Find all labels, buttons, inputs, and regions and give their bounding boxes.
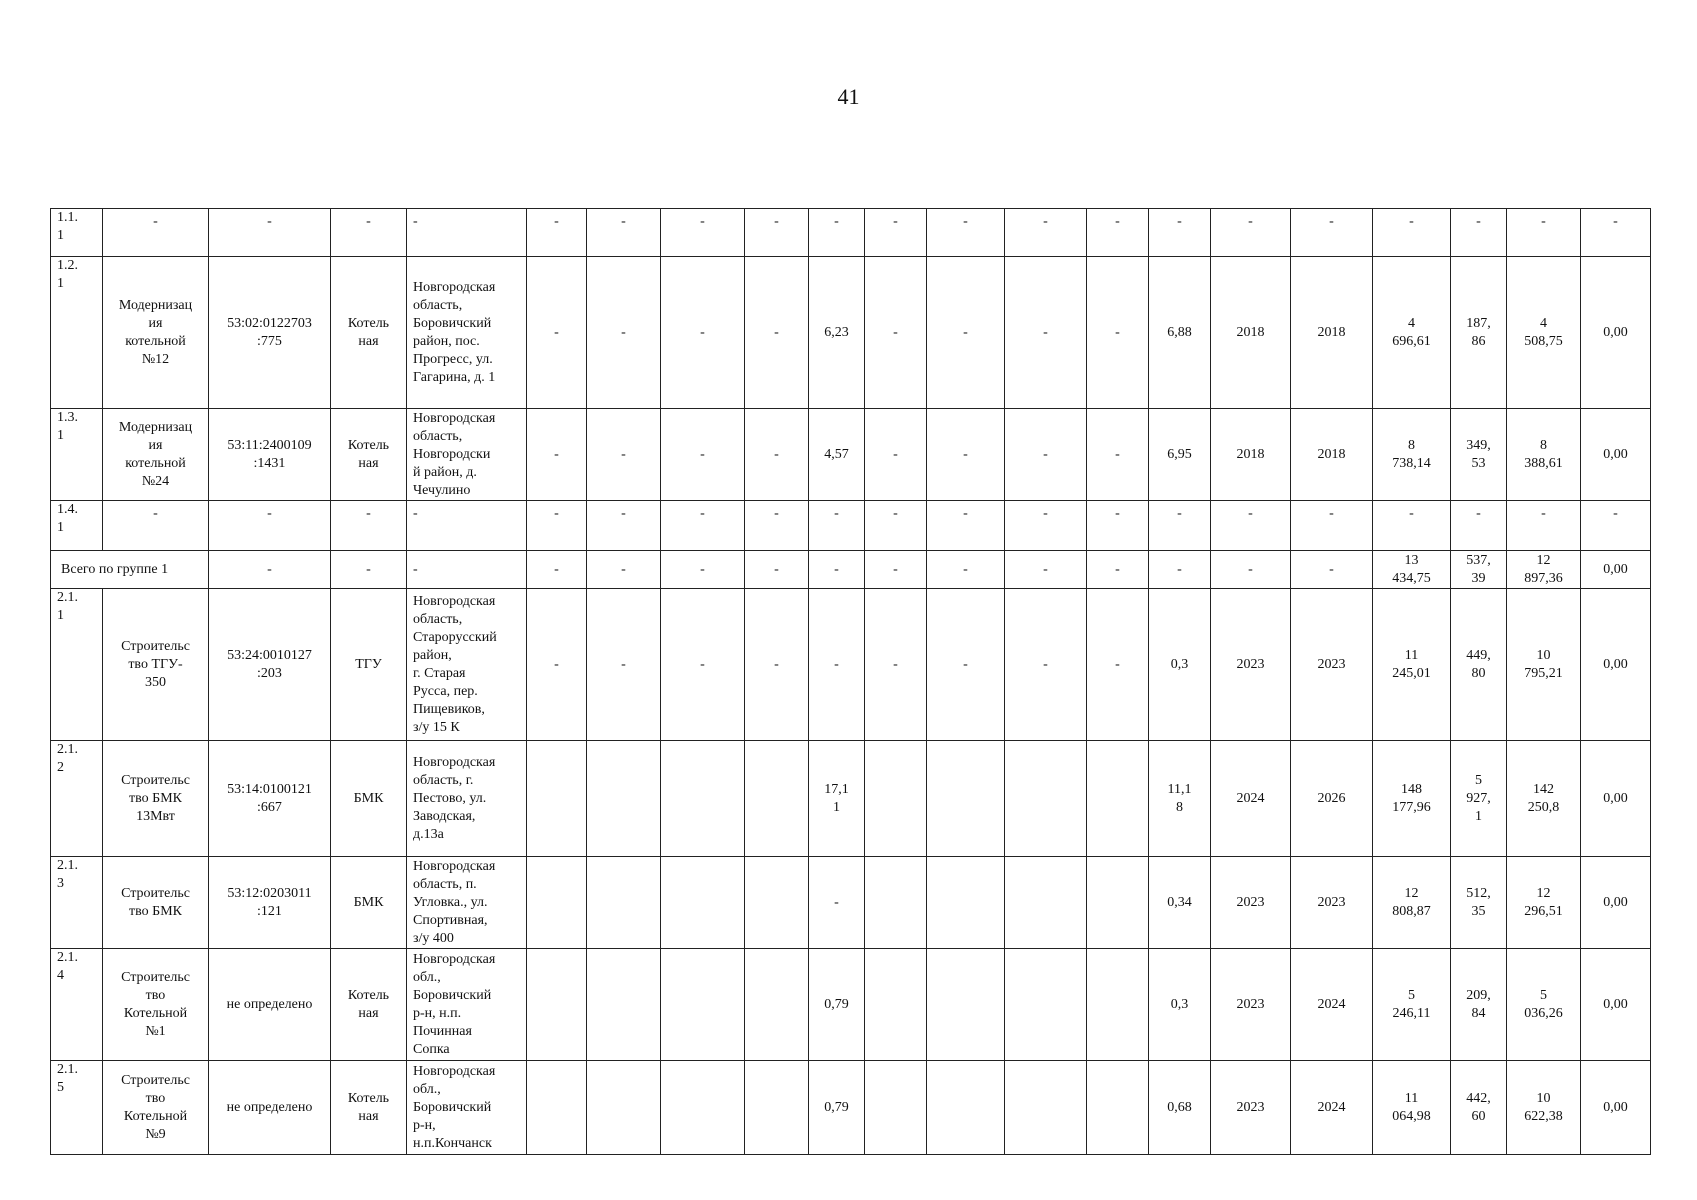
cell-end-year: 2018 — [1291, 409, 1373, 501]
cell-col-9: - — [745, 589, 809, 741]
cell-address: Новгородская область, Старорусский район, г. Старая Русса, пер. Пищевиков, з/у 15 К — [407, 589, 527, 741]
cell-col-21: 0,00 — [1581, 257, 1651, 409]
cell-col-11 — [865, 1061, 927, 1155]
cell-col-20: 4 508,75 — [1507, 257, 1581, 409]
cell-col-8: - — [661, 589, 745, 741]
cell-col-13 — [1005, 857, 1087, 949]
cell-start-year: 2023 — [1211, 949, 1291, 1061]
cell-col-7: - — [587, 501, 661, 551]
cell-col-10: 4,57 — [809, 409, 865, 501]
cell-address: Новгородская область, г. Пестово, ул. Заводская, д.13а — [407, 741, 527, 857]
cell-col-7: - — [587, 257, 661, 409]
table-row — [51, 257, 1651, 409]
cell-col-19: 512, 35 — [1451, 857, 1507, 949]
cell-row-number: 1.3. 1 — [51, 409, 103, 501]
cell-col-12: - — [927, 409, 1005, 501]
cell-cadastral-number: 53:11:2400109 :1431 — [209, 409, 331, 501]
cell-col-8: - — [661, 409, 745, 501]
cell-col-7: - — [587, 209, 661, 257]
cell-col-19: 209, 84 — [1451, 949, 1507, 1061]
cell-object-type: - — [331, 551, 407, 589]
cell-col-20: 10 795,21 — [1507, 589, 1581, 741]
cell-address: Новгородская область, п. Угловка., ул. Спортивная, з/у 400 — [407, 857, 527, 949]
cell-start-year: - — [1211, 501, 1291, 551]
cell-address: Новгородская область, Новгородски й район, д. Чечулино — [407, 409, 527, 501]
cell-col-15: 6,88 — [1149, 257, 1211, 409]
cell-col-10: - — [809, 857, 865, 949]
cell-col-8: - — [661, 551, 745, 589]
cell-cadastral-number: 53:24:0010127 :203 — [209, 589, 331, 741]
cell-col-20: - — [1507, 209, 1581, 257]
cell-col-9 — [745, 1061, 809, 1155]
cell-cadastral-number: - — [209, 551, 331, 589]
cell-end-year: - — [1291, 501, 1373, 551]
cell-col-6 — [527, 741, 587, 857]
cell-object-type: - — [331, 209, 407, 257]
cell-col-11 — [865, 857, 927, 949]
investment-table — [50, 208, 1651, 1155]
cell-col-14 — [1087, 1061, 1149, 1155]
cell-col-7 — [587, 741, 661, 857]
cell-col-20: 12 296,51 — [1507, 857, 1581, 949]
cell-col-20: 5 036,26 — [1507, 949, 1581, 1061]
cell-col-10: 0,79 — [809, 949, 865, 1061]
cell-col-20: - — [1507, 501, 1581, 551]
cell-col-19: 5 927, 1 — [1451, 741, 1507, 857]
table-row — [51, 501, 1651, 551]
cell-col-20: 142 250,8 — [1507, 741, 1581, 857]
table-row — [51, 857, 1651, 949]
cell-total-cost: 11 064,98 — [1373, 1061, 1451, 1155]
cell-col-7: - — [587, 409, 661, 501]
cell-project-name: Модернизац ия котельной №12 — [103, 257, 209, 409]
investment-table-container — [50, 208, 1650, 1155]
cell-col-21: 0,00 — [1581, 589, 1651, 741]
cell-col-8: - — [661, 501, 745, 551]
cell-col-13: - — [1005, 409, 1087, 501]
cell-start-year: - — [1211, 551, 1291, 589]
cell-col-13 — [1005, 1061, 1087, 1155]
table-row — [51, 741, 1651, 857]
cell-address: - — [407, 501, 527, 551]
cell-col-15: 0,3 — [1149, 949, 1211, 1061]
cell-row-number: 2.1. 4 — [51, 949, 103, 1061]
cell-row-number: Всего по группе 1 — [51, 551, 209, 589]
cell-col-6 — [527, 1061, 587, 1155]
cell-project-name: - — [103, 209, 209, 257]
cell-end-year: 2023 — [1291, 589, 1373, 741]
cell-cadastral-number: 53:02:0122703 :775 — [209, 257, 331, 409]
cell-object-type: БМК — [331, 741, 407, 857]
cell-start-year: 2023 — [1211, 857, 1291, 949]
cell-col-13: - — [1005, 551, 1087, 589]
cell-address: Новгородская область, Боровичский район, пос. Прогресс, ул. Гагарина, д. 1 — [407, 257, 527, 409]
cell-object-type: Котель ная — [331, 1061, 407, 1155]
page-number: 41 — [837, 84, 860, 109]
cell-total-cost: 12 808,87 — [1373, 857, 1451, 949]
cell-object-type: - — [331, 501, 407, 551]
cell-col-6 — [527, 949, 587, 1061]
cell-col-11: - — [865, 501, 927, 551]
cell-project-name: Строительс тво БМК — [103, 857, 209, 949]
cell-address: Новгородская обл., Боровичский р-н, н.п. Починная Сопка — [407, 949, 527, 1061]
cell-col-8 — [661, 949, 745, 1061]
cell-col-9: - — [745, 209, 809, 257]
cell-end-year: 2026 — [1291, 741, 1373, 857]
cell-project-name: Строительс тво Котельной №1 — [103, 949, 209, 1061]
cell-col-8: - — [661, 209, 745, 257]
cell-col-11 — [865, 949, 927, 1061]
cell-row-number: 2.1. 5 — [51, 1061, 103, 1155]
cell-col-19: 187, 86 — [1451, 257, 1507, 409]
cell-col-8 — [661, 1061, 745, 1155]
cell-col-12 — [927, 949, 1005, 1061]
cell-row-number: 1.1. 1 — [51, 209, 103, 257]
cell-col-7 — [587, 1061, 661, 1155]
cell-col-11: - — [865, 209, 927, 257]
cell-col-9: - — [745, 409, 809, 501]
cell-object-type: БМК — [331, 857, 407, 949]
cell-col-6: - — [527, 409, 587, 501]
cell-col-6 — [527, 857, 587, 949]
cell-cadastral-number: 53:12:0203011 :121 — [209, 857, 331, 949]
cell-object-type: Котель ная — [331, 949, 407, 1061]
cell-col-6: - — [527, 551, 587, 589]
cell-col-13: - — [1005, 257, 1087, 409]
cell-end-year: 2024 — [1291, 1061, 1373, 1155]
cell-col-21: 0,00 — [1581, 741, 1651, 857]
cell-end-year: - — [1291, 209, 1373, 257]
table-row — [51, 409, 1651, 501]
cell-col-12: - — [927, 501, 1005, 551]
cell-col-13: - — [1005, 209, 1087, 257]
cell-cadastral-number: не определено — [209, 1061, 331, 1155]
cell-col-7: - — [587, 551, 661, 589]
cell-col-11: - — [865, 409, 927, 501]
cell-col-14: - — [1087, 257, 1149, 409]
cell-col-12 — [927, 741, 1005, 857]
cell-col-21: 0,00 — [1581, 1061, 1651, 1155]
table-row — [51, 551, 1651, 589]
cell-project-name: Строительс тво Котельной №9 — [103, 1061, 209, 1155]
cell-address: - — [407, 551, 527, 589]
cell-col-19: - — [1451, 501, 1507, 551]
cell-col-15: 0,3 — [1149, 589, 1211, 741]
cell-end-year: - — [1291, 551, 1373, 589]
cell-col-19: 449, 80 — [1451, 589, 1507, 741]
cell-col-15: 6,95 — [1149, 409, 1211, 501]
cell-col-12: - — [927, 551, 1005, 589]
cell-cadastral-number: - — [209, 209, 331, 257]
cell-total-cost: - — [1373, 501, 1451, 551]
cell-project-name: Строительс тво ТГУ- 350 — [103, 589, 209, 741]
cell-project-name: Модернизац ия котельной №24 — [103, 409, 209, 501]
cell-col-8 — [661, 741, 745, 857]
table-row — [51, 209, 1651, 257]
cell-col-10: 6,23 — [809, 257, 865, 409]
cell-col-15: - — [1149, 551, 1211, 589]
cell-col-21: 0,00 — [1581, 409, 1651, 501]
cell-cadastral-number: 53:14:0100121 :667 — [209, 741, 331, 857]
cell-cadastral-number: не определено — [209, 949, 331, 1061]
cell-total-cost: 148 177,96 — [1373, 741, 1451, 857]
cell-col-9 — [745, 857, 809, 949]
table-row — [51, 589, 1651, 741]
cell-col-12: - — [927, 257, 1005, 409]
cell-col-7: - — [587, 589, 661, 741]
cell-col-9 — [745, 949, 809, 1061]
cell-col-14 — [1087, 741, 1149, 857]
table-row — [51, 949, 1651, 1061]
cell-col-8: - — [661, 257, 745, 409]
cell-col-13: - — [1005, 589, 1087, 741]
cell-col-21: 0,00 — [1581, 949, 1651, 1061]
cell-col-15: 0,34 — [1149, 857, 1211, 949]
cell-col-12 — [927, 857, 1005, 949]
cell-col-11 — [865, 741, 927, 857]
cell-row-number: 1.4. 1 — [51, 501, 103, 551]
table-body — [51, 209, 1651, 1155]
cell-address: Новгородская обл., Боровичский р-н, н.п.Кончанск — [407, 1061, 527, 1155]
cell-start-year: 2018 — [1211, 409, 1291, 501]
cell-col-21: 0,00 — [1581, 857, 1651, 949]
cell-col-13 — [1005, 949, 1087, 1061]
cell-total-cost: 5 246,11 — [1373, 949, 1451, 1061]
cell-project-name: Строительс тво БМК 13Мвт — [103, 741, 209, 857]
cell-col-10: 0,79 — [809, 1061, 865, 1155]
cell-col-10: - — [809, 501, 865, 551]
cell-col-13: - — [1005, 501, 1087, 551]
cell-total-cost: - — [1373, 209, 1451, 257]
cell-col-15: 11,1 8 — [1149, 741, 1211, 857]
cell-col-6: - — [527, 589, 587, 741]
cell-col-9: - — [745, 501, 809, 551]
cell-start-year: - — [1211, 209, 1291, 257]
cell-col-19: 537, 39 — [1451, 551, 1507, 589]
cell-col-19: 349, 53 — [1451, 409, 1507, 501]
cell-col-14: - — [1087, 551, 1149, 589]
cell-col-9: - — [745, 257, 809, 409]
cell-address: - — [407, 209, 527, 257]
cell-col-21: 0,00 — [1581, 551, 1651, 589]
cell-object-type: ТГУ — [331, 589, 407, 741]
cell-col-6: - — [527, 501, 587, 551]
cell-col-15: 0,68 — [1149, 1061, 1211, 1155]
cell-col-12 — [927, 1061, 1005, 1155]
cell-start-year: 2018 — [1211, 257, 1291, 409]
cell-col-7 — [587, 949, 661, 1061]
cell-col-14: - — [1087, 501, 1149, 551]
cell-row-number: 2.1. 1 — [51, 589, 103, 741]
table-row — [51, 1061, 1651, 1155]
cell-col-10: 17,1 1 — [809, 741, 865, 857]
cell-col-11: - — [865, 257, 927, 409]
cell-col-11: - — [865, 589, 927, 741]
cell-col-15: - — [1149, 501, 1211, 551]
cell-col-12: - — [927, 589, 1005, 741]
cell-object-type: Котель ная — [331, 409, 407, 501]
cell-row-number: 2.1. 3 — [51, 857, 103, 949]
cell-end-year: 2018 — [1291, 257, 1373, 409]
cell-col-20: 8 388,61 — [1507, 409, 1581, 501]
cell-row-number: 2.1. 2 — [51, 741, 103, 857]
cell-col-14 — [1087, 949, 1149, 1061]
cell-col-6: - — [527, 257, 587, 409]
cell-col-13 — [1005, 741, 1087, 857]
cell-object-type: Котель ная — [331, 257, 407, 409]
cell-total-cost: 11 245,01 — [1373, 589, 1451, 741]
cell-col-19: - — [1451, 209, 1507, 257]
cell-start-year: 2023 — [1211, 589, 1291, 741]
cell-total-cost: 13 434,75 — [1373, 551, 1451, 589]
cell-col-6: - — [527, 209, 587, 257]
cell-start-year: 2023 — [1211, 1061, 1291, 1155]
cell-col-10: - — [809, 589, 865, 741]
cell-col-10: - — [809, 551, 865, 589]
cell-col-14: - — [1087, 589, 1149, 741]
cell-col-7 — [587, 857, 661, 949]
cell-col-14 — [1087, 857, 1149, 949]
cell-col-20: 10 622,38 — [1507, 1061, 1581, 1155]
cell-start-year: 2024 — [1211, 741, 1291, 857]
cell-end-year: 2023 — [1291, 857, 1373, 949]
cell-col-11: - — [865, 551, 927, 589]
cell-col-8 — [661, 857, 745, 949]
cell-col-10: - — [809, 209, 865, 257]
cell-col-20: 12 897,36 — [1507, 551, 1581, 589]
cell-col-9 — [745, 741, 809, 857]
cell-row-number: 1.2. 1 — [51, 257, 103, 409]
cell-col-19: 442, 60 — [1451, 1061, 1507, 1155]
cell-end-year: 2024 — [1291, 949, 1373, 1061]
cell-col-21: - — [1581, 209, 1651, 257]
cell-project-name: - — [103, 501, 209, 551]
cell-col-14: - — [1087, 209, 1149, 257]
cell-col-14: - — [1087, 409, 1149, 501]
cell-total-cost: 8 738,14 — [1373, 409, 1451, 501]
cell-total-cost: 4 696,61 — [1373, 257, 1451, 409]
cell-cadastral-number: - — [209, 501, 331, 551]
cell-col-15: - — [1149, 209, 1211, 257]
cell-col-12: - — [927, 209, 1005, 257]
cell-col-9: - — [745, 551, 809, 589]
cell-col-21: - — [1581, 501, 1651, 551]
